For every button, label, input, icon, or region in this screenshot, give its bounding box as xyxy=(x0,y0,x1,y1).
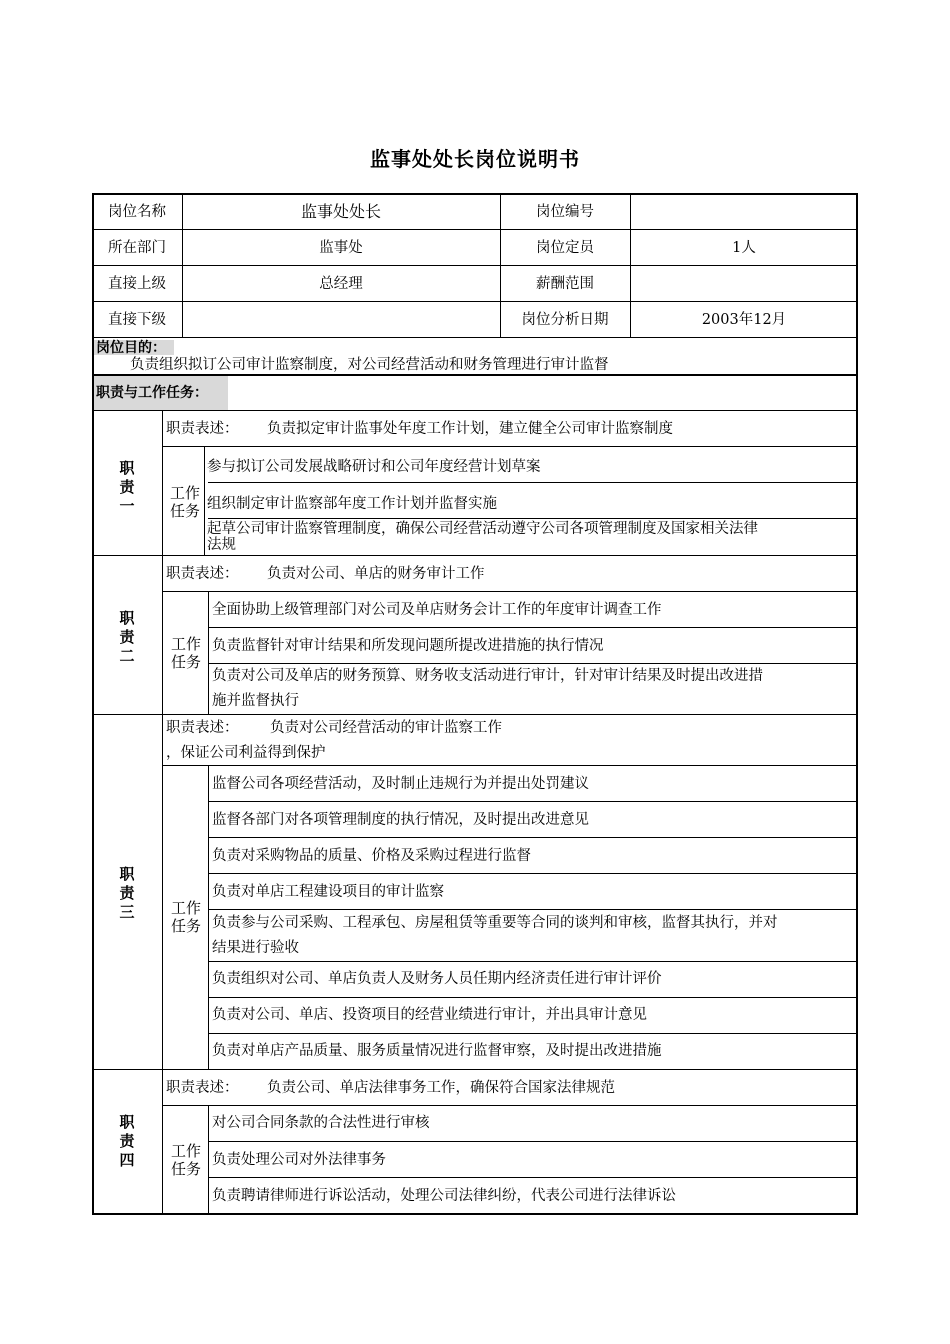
divider xyxy=(162,1105,858,1106)
duty-3-task-1: 监督公司各项经营活动，及时制止违规行为并提出处罚建议 xyxy=(212,776,589,792)
divider xyxy=(208,518,858,519)
duty-1-task-1: 参与拟订公司发展战略研讨和公司年度经营计划草案 xyxy=(207,459,541,475)
duty-3-task-label: 工作 任务 xyxy=(170,899,201,935)
value-superior: 总经理 xyxy=(319,276,363,292)
label-department: 所在部门 xyxy=(108,240,166,256)
duty-3-title: 职 责 三 xyxy=(119,865,135,921)
divider xyxy=(208,1177,858,1178)
duties-header: 职责与工作任务： xyxy=(96,385,208,401)
duty-2-task-1: 全面协助上级管理部门对公司及单店财务会计工作的年度审计调查工作 xyxy=(212,602,662,618)
value-analysis-date: 2003年12月 xyxy=(701,312,787,328)
label-position-code: 岗位编号 xyxy=(536,204,594,220)
divider xyxy=(208,591,209,715)
duty-1-task-label: 工作 任务 xyxy=(169,484,200,520)
duty-1-task-3: 起草公司审计监察管理制度，确保公司经营活动遵守公司各项管理制度及国家相关法律 xyxy=(207,521,758,537)
duty-4-task-1: 对公司合同条款的合法性进行审核 xyxy=(212,1115,430,1131)
divider xyxy=(208,482,858,483)
divider xyxy=(162,446,858,447)
duty-3-task-8: 负责对单店产品质量、服务质量情况进行监督审察，及时提出改进措施 xyxy=(212,1043,662,1059)
duty-3-task-6: 负责组织对公司、单店负责人及财务人员任期内经济责任进行审计评价 xyxy=(212,971,662,987)
divider xyxy=(208,765,209,1070)
label-position-name: 岗位名称 xyxy=(108,204,166,220)
duty-3-desc: 负责对公司经营活动的审计监察工作 xyxy=(270,720,502,736)
duty-3-task-3: 负责对采购物品的质量、价格及采购过程进行监督 xyxy=(212,848,531,864)
divider xyxy=(162,765,858,766)
divider xyxy=(208,837,858,838)
divider xyxy=(208,627,858,628)
divider xyxy=(208,873,858,874)
label-analysis-date: 岗位分析日期 xyxy=(521,312,609,328)
divider xyxy=(208,801,858,802)
label-headcount: 岗位定员 xyxy=(536,240,594,256)
table-border-top xyxy=(92,193,858,195)
duty-4-title: 职 责 四 xyxy=(119,1113,135,1169)
duty-1-desc: 负责拟定审计监事处年度工作计划，建立健全公司审计监察制度 xyxy=(267,421,673,437)
duty-2-task-3: 负责对公司及单店的财务预算、财务收支活动进行审计，针对审计结果及时提出改进措 xyxy=(212,668,763,684)
table-border-right xyxy=(856,193,858,1215)
page-title: 监事处处长岗位说明书 xyxy=(370,147,580,171)
duty-4-desc: 负责公司、单店法律事务工作，确保符合国家法律规范 xyxy=(267,1080,615,1096)
divider xyxy=(92,374,858,376)
divider xyxy=(208,1033,858,1034)
duty-3-desc-cont: ，保证公司利益得到保护 xyxy=(166,745,326,761)
value-position-name: 监事处处长 xyxy=(300,202,381,221)
duty-2-task-label: 工作 任务 xyxy=(170,635,201,671)
duty-3-task-5-cont: 结果进行验收 xyxy=(212,940,299,956)
duty-4-task-3: 负责聘请律师进行诉讼活动，处理公司法律纠纷，代表公司进行法律诉讼 xyxy=(212,1188,676,1204)
duty-3-task-4: 负责对单店工程建设项目的审计监察 xyxy=(212,884,444,900)
divider xyxy=(208,997,858,998)
duty-1-title: 职 责 一 xyxy=(119,459,135,515)
purpose-label: 岗位目的： xyxy=(96,340,166,356)
duty-3-task-7: 负责对公司、单店、投资项目的经营业绩进行审计，并出具审计意见 xyxy=(212,1007,647,1023)
label-superior: 直接上级 xyxy=(108,276,166,292)
divider xyxy=(92,229,858,230)
duty-4-task-label: 工作 任务 xyxy=(170,1142,201,1178)
divider xyxy=(92,301,858,302)
divider xyxy=(208,909,858,910)
divider xyxy=(162,410,163,1214)
divider xyxy=(208,663,858,664)
duty-1-desc-label: 职责表述： xyxy=(166,421,239,437)
divider xyxy=(92,1069,858,1070)
duty-1-task-3-cont: 法规 xyxy=(207,537,236,553)
duty-4-task-2: 负责处理公司对外法律事务 xyxy=(212,1152,386,1168)
label-salary: 薪酬范围 xyxy=(536,276,594,292)
duty-2-task-2: 负责监督针对审计结果和所发现问题所提改进措施的执行情况 xyxy=(212,638,604,654)
duty-4-desc-label: 职责表述： xyxy=(166,1080,239,1096)
duty-2-desc: 负责对公司、单店的财务审计工作 xyxy=(267,566,485,582)
duty-1-task-2: 组织制定审计监察部年度工作计划并监督实施 xyxy=(207,496,497,512)
divider xyxy=(92,714,858,715)
value-headcount: 1人 xyxy=(732,240,756,256)
label-subordinate: 直接下级 xyxy=(108,312,166,328)
duty-3-task-2: 监督各部门对各项管理制度的执行情况，及时提出改进意见 xyxy=(212,812,589,828)
table-border-bottom xyxy=(92,1213,858,1215)
divider xyxy=(92,265,858,266)
divider xyxy=(92,337,858,338)
duty-2-title: 职 责 二 xyxy=(119,609,135,665)
table-border-left xyxy=(92,193,94,1215)
job-description-table xyxy=(92,193,858,1214)
divider xyxy=(92,555,858,556)
duty-3-task-5: 负责参与公司采购、工程承包、房屋租赁等重要等合同的谈判和审核，监督其执行，并对 xyxy=(212,915,778,931)
duty-2-task-3-cont: 施并监督执行 xyxy=(212,693,299,709)
divider xyxy=(208,1141,858,1142)
value-department: 监事处 xyxy=(319,240,363,256)
duty-3-desc-label: 职责表述： xyxy=(166,720,239,736)
divider xyxy=(92,410,858,411)
divider xyxy=(208,961,858,962)
divider xyxy=(162,591,858,592)
purpose-text: 负责组织拟订公司审计监察制度，对公司经营活动和财务管理进行审计监督 xyxy=(130,357,609,373)
divider xyxy=(208,1105,209,1214)
duty-2-desc-label: 职责表述： xyxy=(166,566,239,582)
